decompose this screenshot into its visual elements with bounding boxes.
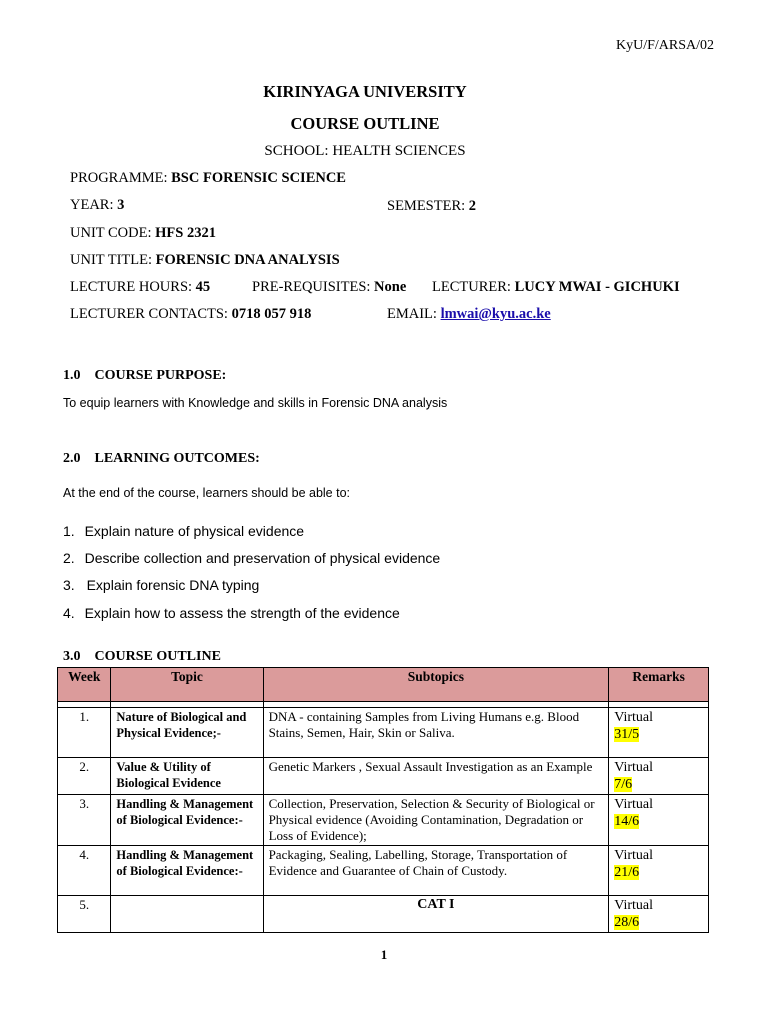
outline-number: 3.0 bbox=[63, 649, 81, 664]
outcome-item bbox=[63, 550, 440, 566]
table-header-row bbox=[58, 668, 709, 702]
remarks-cell bbox=[609, 758, 709, 795]
purpose-text: To equip learners with Knowledge and skills in Forensic DNA analysis bbox=[63, 396, 448, 410]
course-outline-table bbox=[57, 667, 709, 933]
remarks-mode: Virtual bbox=[614, 760, 654, 775]
lecturer-label: LECTURER: bbox=[432, 279, 511, 295]
subtopics-cell: Collection, Preservation, Selection & Security of Biological or Physical evidence (Avoiding Contamination, Degradation or Loss of Evidence); bbox=[263, 795, 609, 846]
outcomes-heading bbox=[63, 451, 260, 467]
outcomes-number: 2.0 bbox=[63, 451, 81, 466]
email-label: EMAIL: bbox=[387, 306, 437, 322]
subtopics-cell: CAT I bbox=[263, 896, 609, 933]
outcome-item bbox=[63, 605, 400, 621]
table-row bbox=[58, 896, 709, 933]
table-row bbox=[58, 846, 709, 896]
outcome-item bbox=[63, 523, 304, 539]
document-reference: KyU/F/ARSA/02 bbox=[615, 38, 714, 53]
programme-label: PROGRAMME: bbox=[70, 170, 168, 186]
lecturer-value: LUCY MWAI - GICHUKI bbox=[514, 279, 680, 295]
week-cell: 1. bbox=[58, 708, 111, 758]
remarks-cell bbox=[609, 846, 709, 896]
outcome-text: Describe collection and preservation of physical evidence bbox=[84, 550, 441, 566]
lecturer-line bbox=[432, 279, 680, 296]
purpose-title: COURSE PURPOSE: bbox=[94, 368, 227, 383]
outline-heading bbox=[63, 649, 221, 665]
remarks-mode: Virtual bbox=[614, 710, 654, 725]
subtopics-cell: Genetic Markers , Sexual Assault Investigation as an Example bbox=[263, 758, 609, 795]
purpose-number: 1.0 bbox=[63, 368, 81, 383]
remarks-date: 14/6 bbox=[614, 814, 640, 829]
header-subtopics: Subtopics bbox=[263, 668, 609, 702]
subtopics-cell: Packaging, Sealing, Labelling, Storage, Transportation of Evidence and Guarantee of Chain of Custody. bbox=[263, 846, 609, 896]
topic-cell bbox=[111, 896, 263, 933]
semester-value: 2 bbox=[468, 198, 477, 214]
outcome-number: 2. bbox=[63, 550, 75, 566]
year-label: YEAR: bbox=[70, 197, 114, 213]
year-line bbox=[70, 197, 124, 214]
remarks-mode: Virtual bbox=[614, 797, 654, 812]
prerequisites-value: None bbox=[374, 279, 407, 295]
page-number: 1 bbox=[380, 947, 388, 962]
email-line bbox=[387, 306, 551, 323]
table-row bbox=[58, 708, 709, 758]
outline-title: COURSE OUTLINE bbox=[94, 649, 221, 664]
remarks-date: 31/5 bbox=[614, 727, 640, 742]
outcomes-title: LEARNING OUTCOMES: bbox=[94, 451, 260, 466]
university-name: KIRINYAGA UNIVERSITY bbox=[263, 82, 467, 101]
outcome-number: 3. bbox=[63, 577, 75, 593]
lecture-hours-line bbox=[70, 279, 210, 296]
header-remarks: Remarks bbox=[609, 668, 709, 702]
table-row bbox=[58, 795, 709, 846]
table-row bbox=[58, 758, 709, 795]
remarks-cell bbox=[609, 708, 709, 758]
unit-title-label: UNIT TITLE: bbox=[70, 252, 153, 268]
document-title: COURSE OUTLINE bbox=[290, 114, 440, 133]
programme-value: BSC FORENSIC SCIENCE bbox=[171, 170, 346, 186]
week-cell: 2. bbox=[58, 758, 111, 795]
contacts-value: 0718 057 918 bbox=[231, 306, 312, 322]
unit-code-value: HFS 2321 bbox=[155, 225, 216, 241]
remarks-date: 21/6 bbox=[614, 865, 640, 880]
topic-cell: Nature of Biological and Physical Evidence;- bbox=[111, 708, 263, 758]
semester-line bbox=[387, 198, 476, 215]
prerequisites-line bbox=[252, 279, 406, 296]
remarks-date: 28/6 bbox=[614, 915, 640, 930]
school-name: SCHOOL: HEALTH SCIENCES bbox=[264, 143, 466, 159]
outcomes-intro: At the end of the course, learners should be able to: bbox=[63, 486, 350, 500]
remarks-mode: Virtual bbox=[614, 848, 654, 863]
outcome-number: 1. bbox=[63, 523, 75, 539]
unit-code-label: UNIT CODE: bbox=[70, 225, 152, 241]
contacts-line bbox=[70, 306, 311, 323]
year-value: 3 bbox=[117, 197, 125, 213]
contacts-label: LECTURER CONTACTS: bbox=[70, 306, 228, 322]
lecture-hours-value: 45 bbox=[195, 279, 211, 295]
topic-cell: Handling & Management of Biological Evidence:- bbox=[111, 795, 263, 846]
prerequisites-label: PRE-REQUISITES: bbox=[252, 279, 371, 295]
remarks-cell bbox=[609, 795, 709, 846]
header-week: Week bbox=[58, 668, 111, 702]
week-cell: 3. bbox=[58, 795, 111, 846]
outcome-text: Explain nature of physical evidence bbox=[84, 523, 305, 539]
outcome-item bbox=[63, 577, 259, 593]
programme-line bbox=[70, 170, 346, 187]
remarks-date: 7/6 bbox=[614, 777, 633, 792]
lecture-hours-label: LECTURE HOURS: bbox=[70, 279, 193, 295]
header-topic: Topic bbox=[111, 668, 263, 702]
outcome-text: Explain how to assess the strength of the evidence bbox=[84, 605, 400, 621]
outcome-number: 4. bbox=[63, 605, 75, 621]
outcome-text: Explain forensic DNA typing bbox=[86, 577, 260, 593]
semester-label: SEMESTER: bbox=[387, 198, 466, 214]
topic-cell: Value & Utility of Biological Evidence bbox=[111, 758, 263, 795]
subtopics-cell: DNA - containing Samples from Living Humans e.g. Blood Stains, Semen, Hair, Skin or Saliva. bbox=[263, 708, 609, 758]
remarks-mode: Virtual bbox=[614, 898, 654, 913]
remarks-cell bbox=[609, 896, 709, 933]
unit-title-line bbox=[70, 252, 340, 269]
week-cell: 4. bbox=[58, 846, 111, 896]
unit-code-line bbox=[70, 225, 216, 242]
topic-cell: Handling & Management of Biological Evidence:- bbox=[111, 846, 263, 896]
unit-title-value: FORENSIC DNA ANALYSIS bbox=[155, 252, 340, 268]
email-link[interactable]: lmwai@kyu.ac.ke bbox=[440, 306, 551, 322]
week-cell: 5. bbox=[58, 896, 111, 933]
purpose-heading bbox=[63, 368, 226, 384]
